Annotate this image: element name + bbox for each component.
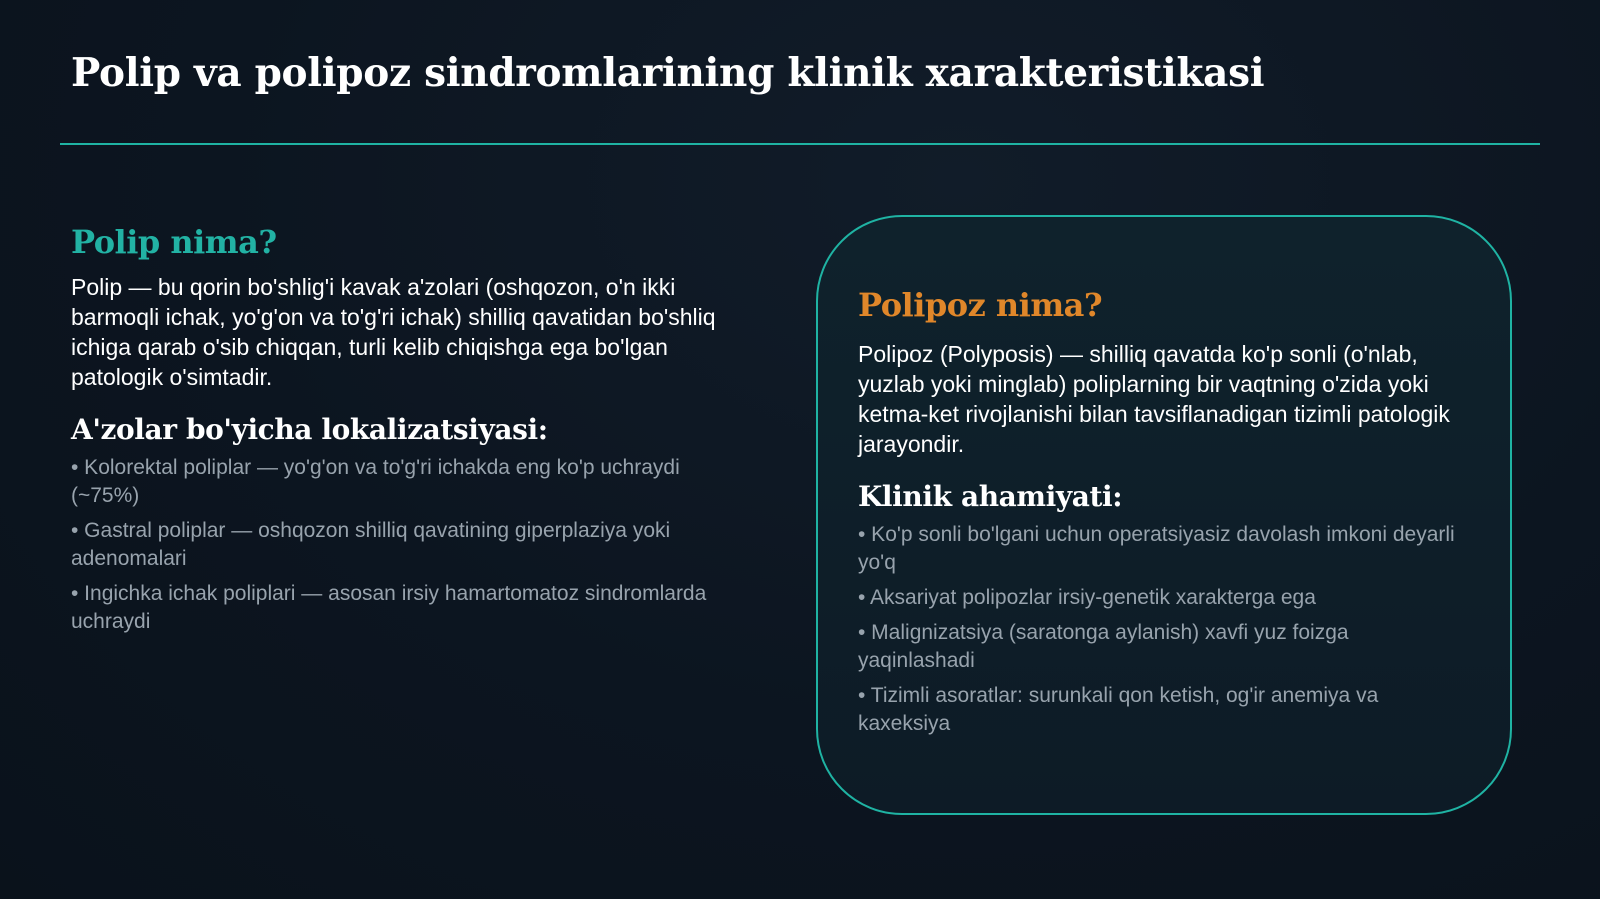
slide-title: Polip va polipoz sindromlarining klinik xarakteristikasi xyxy=(71,50,1265,96)
polyp-heading: Polip nima? xyxy=(71,223,277,261)
polyp-definition: Polip — bu qorin bo'shlig'i kavak a'zolari (oshqozon, o'n ikki barmoqli ichak, yo'g'on va to'g'ri ichak) shilliq qavatidan bo'shliq ichiga qarab o'sib chiqqan, turli kelib chiqishga ega bo'lgan patologik o'simtadir. xyxy=(71,274,716,390)
list-item: • Ko'p sonli bo'lgani uchun operatsiyasiz davolash imkoni deyarli yo'q xyxy=(858,523,1455,574)
title-divider xyxy=(60,143,1540,145)
list-item: • Tizimli asoratlar: surunkali qon ketish, og'ir anemiya va kaxeksiya xyxy=(858,684,1379,735)
localization-heading: A'zolar bo'yicha lokalizatsiyasi: xyxy=(71,413,548,446)
polyp-section xyxy=(71,222,751,643)
list-item: • Kolorektal poliplar — yo'g'on va to'g'ri ichakda eng ko'p uchraydi (~75%) xyxy=(71,456,680,507)
clinical-significance-heading: Klinik ahamiyati: xyxy=(858,480,1123,513)
clinical-significance-list xyxy=(858,521,1470,738)
polyposis-card xyxy=(816,215,1512,815)
localization-list xyxy=(71,454,751,636)
list-item: • Gastral poliplar — oshqozon shilliq qavatining giperplaziya yoki adenomalari xyxy=(71,519,671,570)
list-item: • Aksariyat polipozlar irsiy-genetik xarakterga ega xyxy=(858,586,1316,609)
list-item: • Ingichka ichak poliplari — asosan irsiy hamartomatoz sindromlarda uchraydi xyxy=(71,582,707,633)
polyposis-definition: Polipoz (Polyposis) — shilliq qavatda ko'p sonli (o'nlab, yuzlab yoki minglab) poliplarning bir vaqtning o'zida yoki ketma-ket rivojlanishi bilan tavsiflanadigan tizimli patologik jarayondir. xyxy=(858,341,1450,457)
list-item: • Malignizatsiya (saratonga aylanish) xavfi yuz foizga yaqinlashadi xyxy=(858,621,1349,672)
polyposis-heading: Polipoz nima? xyxy=(858,286,1103,324)
